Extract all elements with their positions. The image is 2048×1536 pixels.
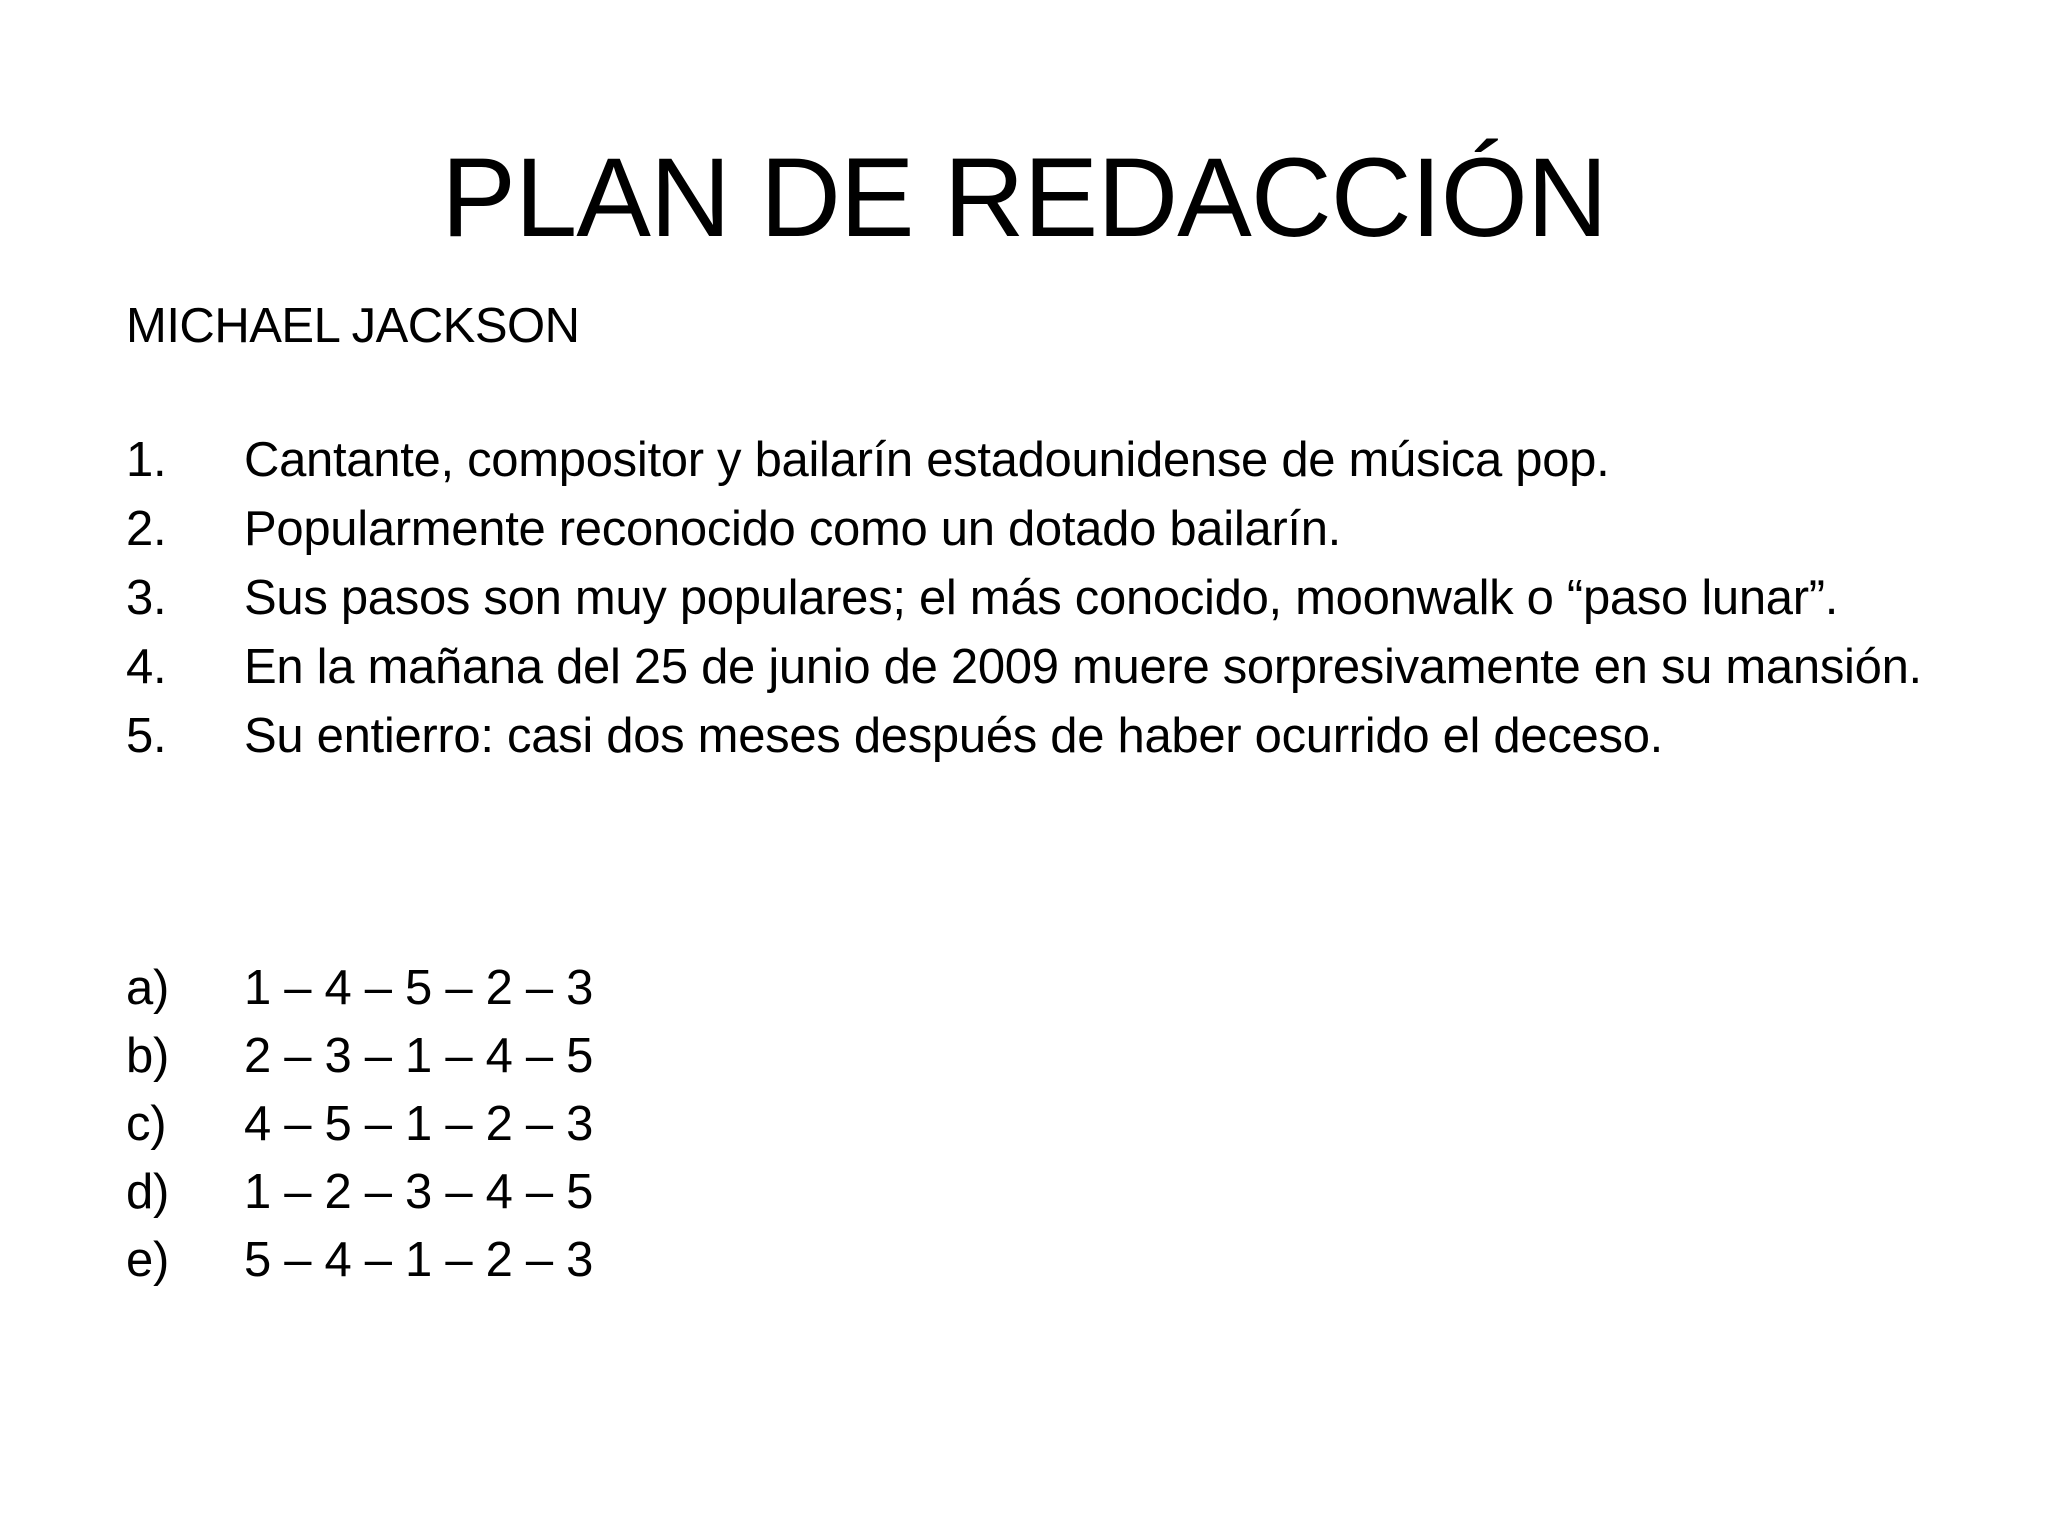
statement-number: 4. bbox=[126, 640, 167, 694]
statement-number: 2. bbox=[126, 502, 167, 556]
statement-number: 1. bbox=[126, 433, 167, 487]
option-item bbox=[126, 1096, 1926, 1152]
statement-number: 5. bbox=[126, 709, 167, 763]
option-item bbox=[126, 960, 1926, 1016]
option-sequence: 5 – 4 – 1 – 2 – 3 bbox=[244, 1233, 594, 1287]
answer-options bbox=[126, 960, 1926, 1300]
option-letter: b) bbox=[126, 1029, 169, 1083]
option-letter: a) bbox=[126, 961, 169, 1015]
statement-item bbox=[126, 570, 1926, 626]
option-sequence: 1 – 2 – 3 – 4 – 5 bbox=[244, 1165, 594, 1219]
statement-list bbox=[126, 432, 1926, 777]
slide-subtitle: MICHAEL JACKSON bbox=[126, 299, 580, 353]
statement-text: Popularmente reconocido como un dotado bailarín. bbox=[244, 502, 1341, 556]
statement-text: Sus pasos son muy populares; el más conocido, moonwalk o “paso lunar”. bbox=[244, 571, 1839, 625]
statement-text: Cantante, compositor y bailarín estadounidense de música pop. bbox=[244, 433, 1610, 487]
statement-text: Su entierro: casi dos meses después de haber ocurrido el deceso. bbox=[244, 709, 1663, 763]
option-item bbox=[126, 1232, 1926, 1288]
slide-title: PLAN DE REDACCIÓN bbox=[441, 135, 1607, 260]
statement-item bbox=[126, 708, 1926, 764]
statement-number: 3. bbox=[126, 571, 167, 625]
statement-item bbox=[126, 432, 1926, 488]
option-item bbox=[126, 1028, 1926, 1084]
option-letter: e) bbox=[126, 1233, 169, 1287]
option-sequence: 1 – 4 – 5 – 2 – 3 bbox=[244, 961, 594, 1015]
statement-item bbox=[126, 501, 1926, 557]
statement-text: En la mañana del 25 de junio de 2009 muere sorpresivamente en su mansión. bbox=[244, 640, 1922, 694]
option-sequence: 4 – 5 – 1 – 2 – 3 bbox=[244, 1097, 594, 1151]
option-letter: d) bbox=[126, 1165, 169, 1219]
option-letter: c) bbox=[126, 1097, 167, 1151]
statement-item bbox=[126, 639, 1926, 695]
option-item bbox=[126, 1164, 1926, 1220]
option-sequence: 2 – 3 – 1 – 4 – 5 bbox=[244, 1029, 594, 1083]
